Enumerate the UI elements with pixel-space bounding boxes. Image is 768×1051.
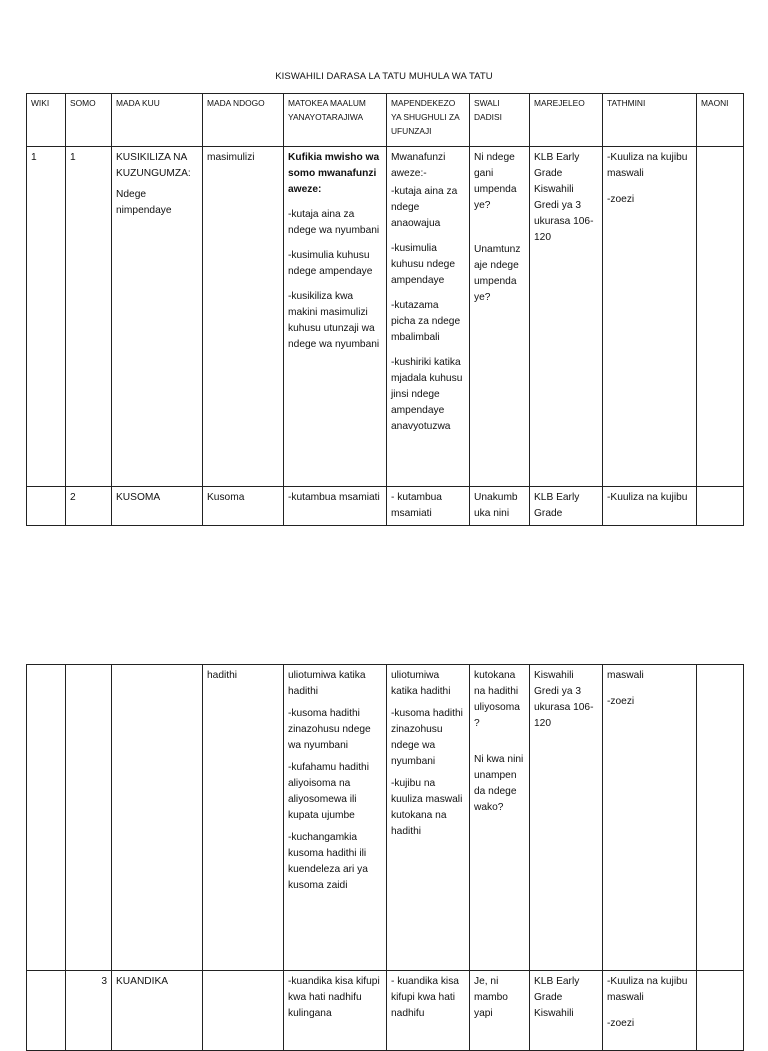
cell-text: -zoezi bbox=[607, 1018, 635, 1029]
cell-text: Ni kwa nini unampen da ndege wako? bbox=[474, 754, 524, 813]
cell-text: -kutaja aina za ndege anaowajua bbox=[391, 186, 458, 229]
table-row bbox=[27, 487, 744, 526]
cell-matokea: -kutambua msamiati bbox=[284, 487, 387, 526]
table-row bbox=[27, 665, 744, 971]
cell-text: -kujibu na kuuliza maswali kutokana na hadithi bbox=[391, 778, 463, 837]
cell-somo: 1 bbox=[66, 147, 112, 487]
header-somo: SOMO bbox=[66, 94, 112, 147]
cell-maoni bbox=[697, 487, 744, 526]
cell-text: KUSIKILIZA NA KUZUNGUMZA: bbox=[116, 152, 191, 179]
cell-marejeleo: KLB Early Grade Kiswahili bbox=[530, 971, 603, 1051]
cell-wiki bbox=[27, 665, 66, 971]
cell-text: maswali bbox=[607, 670, 644, 681]
header-tathmini: TATHMINI bbox=[603, 94, 697, 147]
cell-marejeleo: KLB Early Grade Kiswahili Gredi ya 3 ukurasa 106-120 bbox=[530, 147, 603, 487]
cell-text: -kufahamu hadithi aliyoisoma na aliyosomewa ili kupata ujumbe bbox=[288, 762, 369, 821]
header-row bbox=[27, 94, 744, 147]
header-mada-ndogo: MADA NDOGO bbox=[203, 94, 284, 147]
cell-mada-kuu: KUANDIKA bbox=[112, 971, 203, 1051]
cell-mada-kuu: KUSOMA bbox=[112, 487, 203, 526]
cell-text: Ndege nimpendaye bbox=[116, 189, 172, 216]
cell-tathmini: -Kuuliza na kujibu bbox=[603, 487, 697, 526]
cell-mapendekezo: - kuandika kisa kifupi kwa hati nadhifu bbox=[387, 971, 470, 1051]
cell-matokea bbox=[284, 147, 387, 487]
cell-mapendekezo bbox=[387, 147, 470, 487]
header-swali-dadisi: SWALI DADISI bbox=[470, 94, 530, 147]
cell-maoni bbox=[697, 971, 744, 1051]
cell-mada-ndogo: Kusoma bbox=[203, 487, 284, 526]
cell-heading: Kufikia mwisho wa somo mwanafunzi aweze: bbox=[288, 152, 380, 195]
cell-matokea: -kuandika kisa kifupi kwa hati nadhifu kulingana bbox=[284, 971, 387, 1051]
scheme-of-work-table-page-2 bbox=[26, 664, 744, 1051]
header-maoni: MAONI bbox=[697, 94, 744, 147]
cell-tathmini bbox=[603, 971, 697, 1051]
cell-text: -kusimulia kuhusu ndege ampendaye bbox=[288, 250, 373, 277]
header-mada-kuu: MADA KUU bbox=[112, 94, 203, 147]
cell-text: Unamtunz aje ndege umpenda ye? bbox=[474, 244, 521, 303]
cell-text: -kusikiliza kwa makini masimulizi kuhusu utunzaji wa ndege wa nyumbani bbox=[288, 291, 380, 350]
cell-mapendekezo: - kutambua msamiati bbox=[387, 487, 470, 526]
cell-text: -kutaja aina za ndege wa nyumbani bbox=[288, 209, 380, 236]
cell-text: uliotumiwa katika hadithi bbox=[391, 670, 451, 697]
cell-mada-ndogo: masimulizi bbox=[203, 147, 284, 487]
cell-text: -Kuuliza na kujibu maswali bbox=[607, 152, 688, 179]
document-title: KISWAHILI DARASA LA TATU MUHULA WA TATU bbox=[275, 71, 493, 82]
cell-text: -kutazama picha za ndege mbalimbali bbox=[391, 300, 461, 343]
cell-mada-ndogo bbox=[203, 971, 284, 1051]
header-wiki: WIKI bbox=[27, 94, 66, 147]
table-row bbox=[27, 971, 744, 1051]
cell-text: -kuchangamkia kusoma hadithi ili kuendeleza ari ya kusoma zaidi bbox=[288, 832, 368, 891]
cell-text: kutokana na hadithi uliyosoma ? bbox=[474, 670, 520, 729]
cell-tathmini bbox=[603, 665, 697, 971]
cell-mada-kuu bbox=[112, 665, 203, 971]
cell-marejeleo: KLB Early Grade bbox=[530, 487, 603, 526]
cell-maoni bbox=[697, 147, 744, 487]
cell-text: -kusoma hadithi zinazohusu ndege wa nyumbani bbox=[288, 708, 371, 751]
cell-tathmini bbox=[603, 147, 697, 487]
cell-somo: 3 bbox=[66, 971, 112, 1051]
cell-text: Mwanafunzi aweze:- bbox=[391, 152, 446, 179]
cell-somo: 2 bbox=[66, 487, 112, 526]
cell-wiki bbox=[27, 487, 66, 526]
cell-text: uliotumiwa katika hadithi bbox=[288, 670, 366, 697]
cell-mada-ndogo: hadithi bbox=[203, 665, 284, 971]
table-row bbox=[27, 147, 744, 487]
cell-text: -Kuuliza na kujibu maswali bbox=[607, 976, 688, 1003]
cell-somo bbox=[66, 665, 112, 971]
cell-maoni bbox=[697, 665, 744, 971]
cell-swali-dadisi bbox=[470, 147, 530, 487]
header-marejeleo: MAREJELEO bbox=[530, 94, 603, 147]
cell-mapendekezo bbox=[387, 665, 470, 971]
cell-wiki: 1 bbox=[27, 147, 66, 487]
cell-text: -zoezi bbox=[607, 194, 635, 205]
cell-text: -kushiriki katika mjadala kuhusu jinsi ndege ampendaye anavyotuzwa bbox=[391, 357, 463, 432]
cell-mada-kuu bbox=[112, 147, 203, 487]
header-matokea: MATOKEA MAALUM YANAYOTARAJIWA bbox=[284, 94, 387, 147]
cell-swali-dadisi: Unakumb uka nini bbox=[470, 487, 530, 526]
scheme-of-work-table-page-1 bbox=[26, 93, 744, 526]
cell-text: -kusoma hadithi zinazohusu ndege wa nyumbani bbox=[391, 708, 463, 767]
cell-text: -kusimulia kuhusu ndege ampendaye bbox=[391, 243, 456, 286]
header-mapendekezo: MAPENDEKEZO YA SHUGHULI ZA UFUNZAJI bbox=[387, 94, 470, 147]
cell-swali-dadisi: Je, ni mambo yapi bbox=[470, 971, 530, 1051]
cell-text: -zoezi bbox=[607, 696, 635, 707]
cell-swali-dadisi bbox=[470, 665, 530, 971]
cell-text: Ni ndege gani umpenda ye? bbox=[474, 152, 517, 211]
cell-wiki bbox=[27, 971, 66, 1051]
cell-marejeleo: Kiswahili Gredi ya 3 ukurasa 106-120 bbox=[530, 665, 603, 971]
cell-matokea bbox=[284, 665, 387, 971]
